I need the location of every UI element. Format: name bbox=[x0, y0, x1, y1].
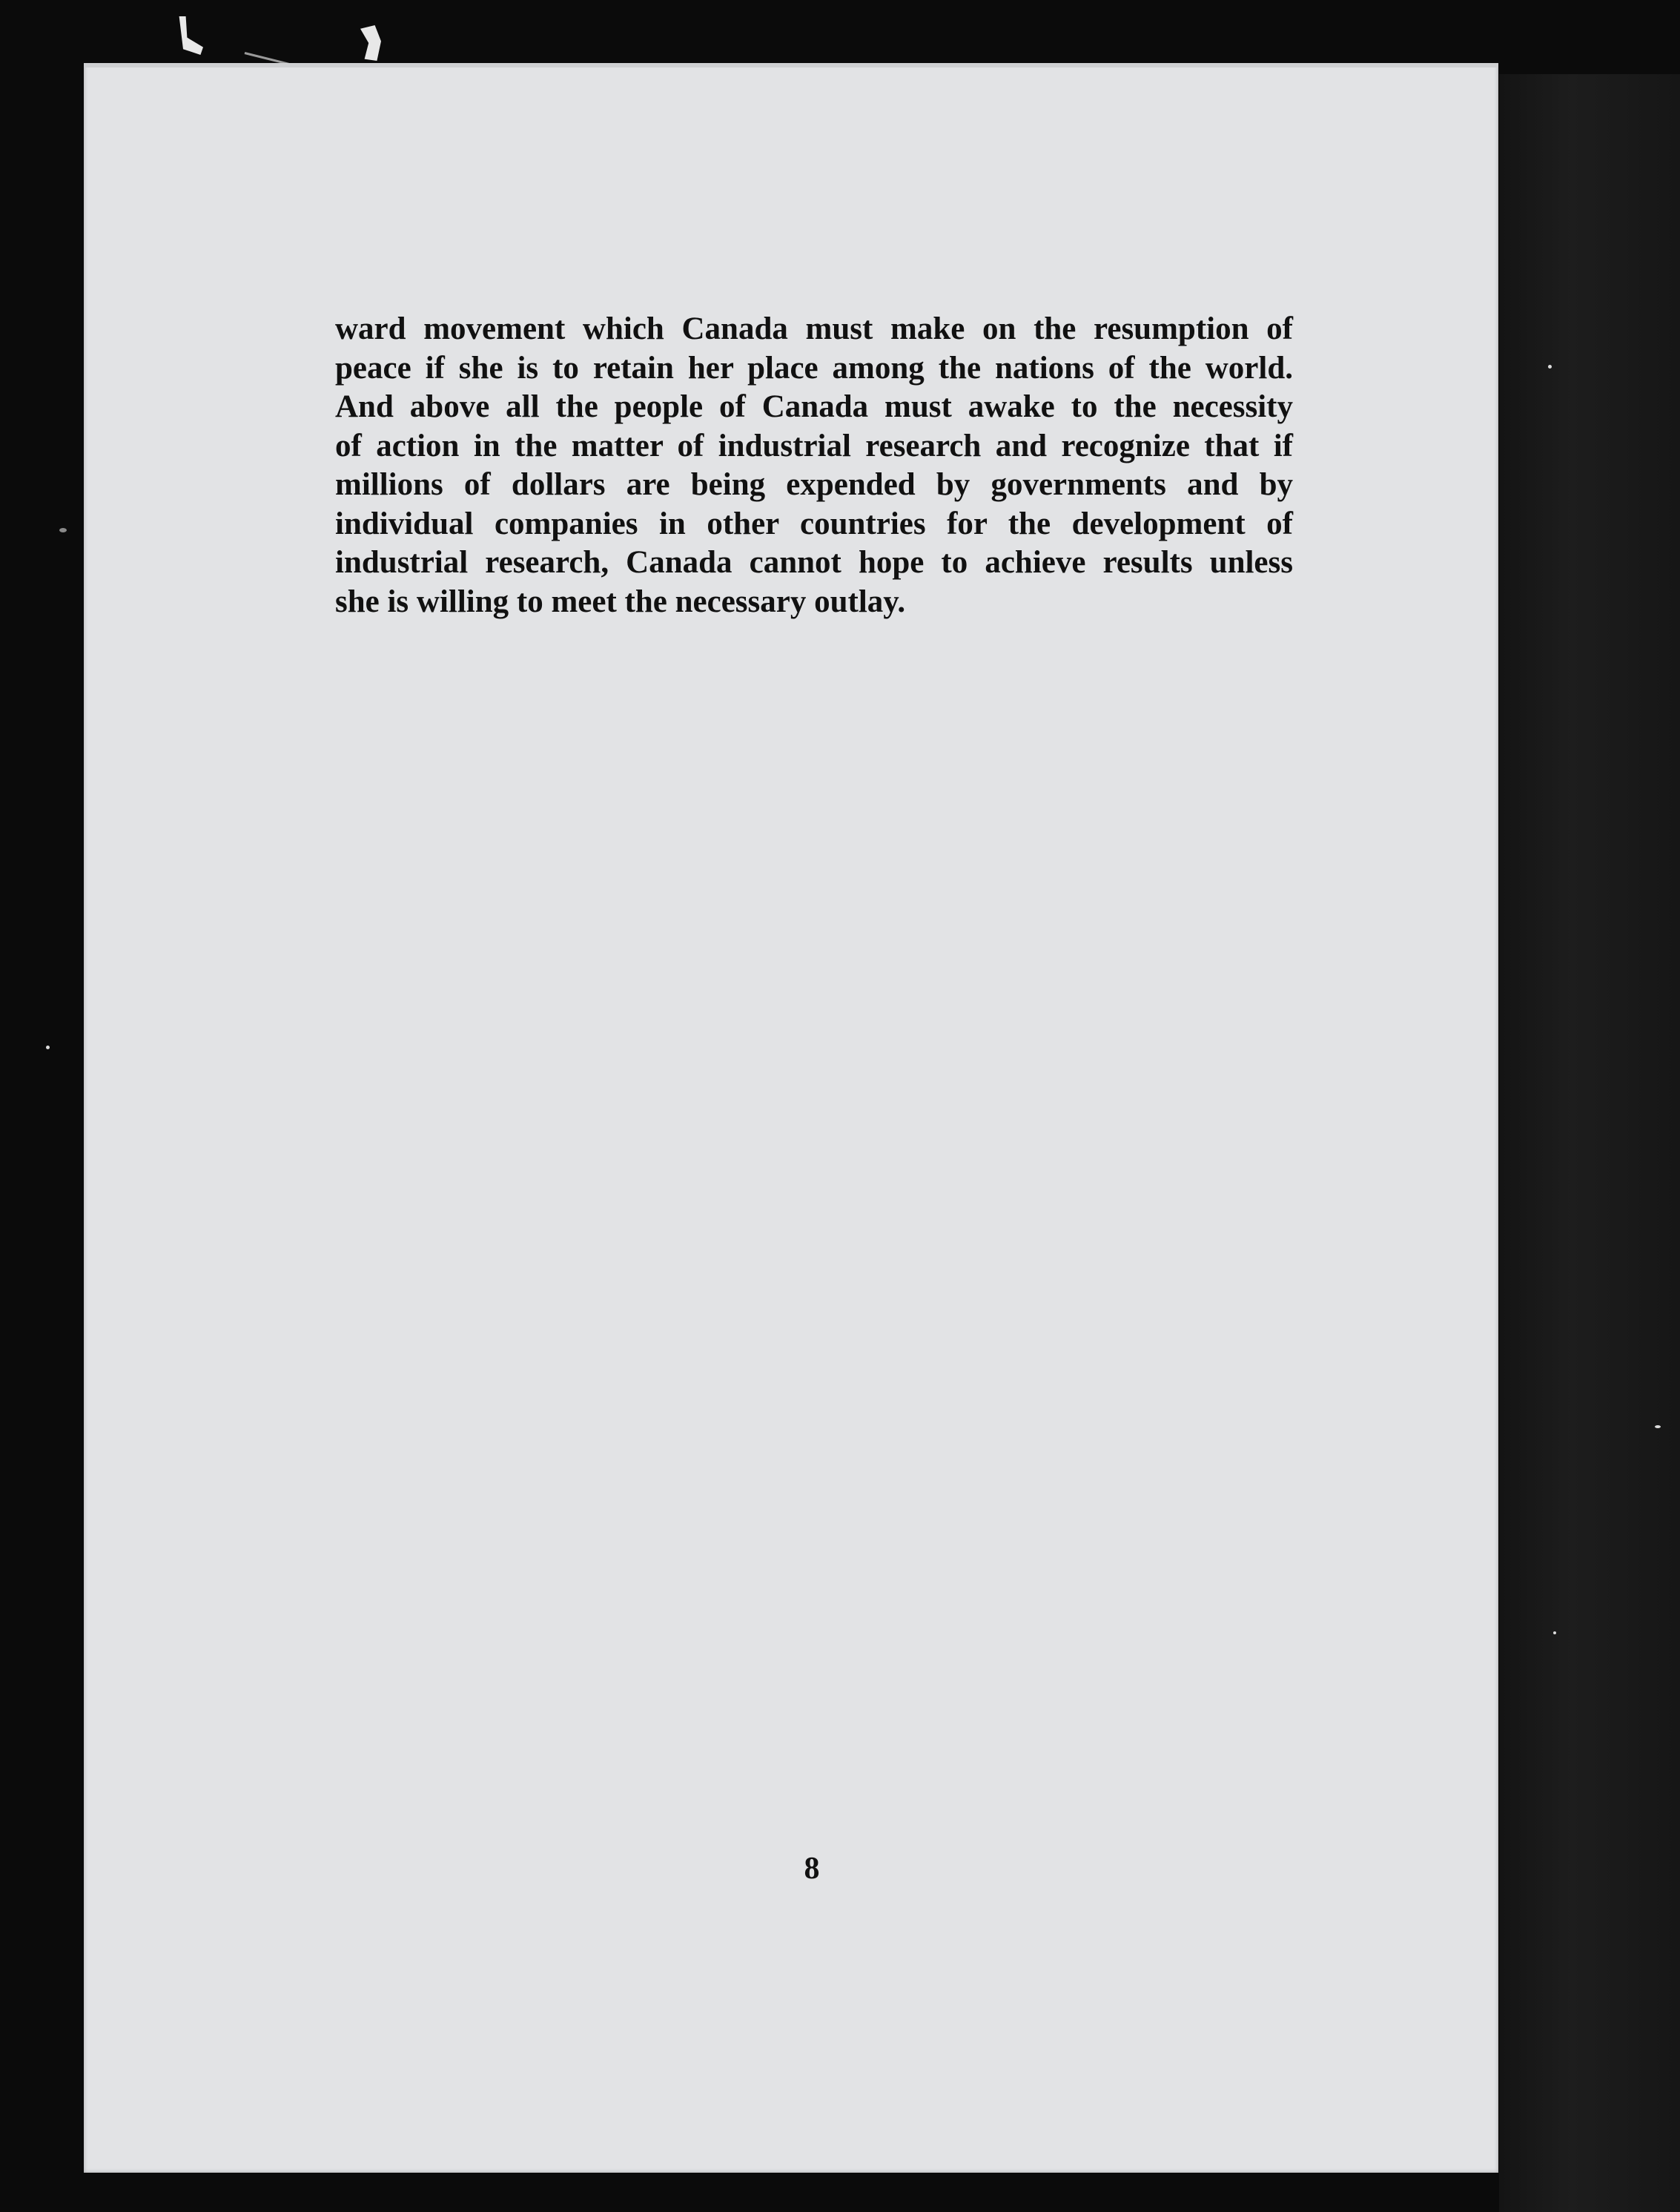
scan-speck bbox=[1553, 1631, 1556, 1634]
body-line: ward movement which Canada must make on the resumption of bbox=[335, 311, 1293, 346]
scan-artifact-mark bbox=[176, 16, 203, 55]
scan-artifact-mark bbox=[360, 25, 381, 61]
body-paragraph bbox=[335, 310, 1293, 621]
scan-speck bbox=[1655, 1425, 1661, 1428]
body-line: peace if she is to retain her place among the nations of the world. bbox=[335, 350, 1293, 386]
body-line: individual companies in other countries for the development of bbox=[335, 506, 1293, 541]
body-line: she is willing to meet the necessary outlay. bbox=[335, 584, 906, 619]
page-number: 8 bbox=[804, 1852, 820, 1886]
page-top-edge bbox=[84, 63, 1498, 67]
body-line: industrial research, Canada cannot hope to achieve results unless bbox=[335, 545, 1293, 580]
body-line: And above all the people of Canada must awake to the necessity bbox=[335, 389, 1293, 424]
body-line: of action in the matter of industrial research and recognize that if bbox=[335, 428, 1293, 463]
scanner-background-strip bbox=[1499, 74, 1680, 2212]
scan-speck bbox=[1548, 365, 1552, 369]
body-line: millions of dollars are being expended by governments and by bbox=[335, 467, 1293, 502]
scan-speck bbox=[46, 1046, 50, 1049]
scan-speck bbox=[59, 528, 67, 532]
